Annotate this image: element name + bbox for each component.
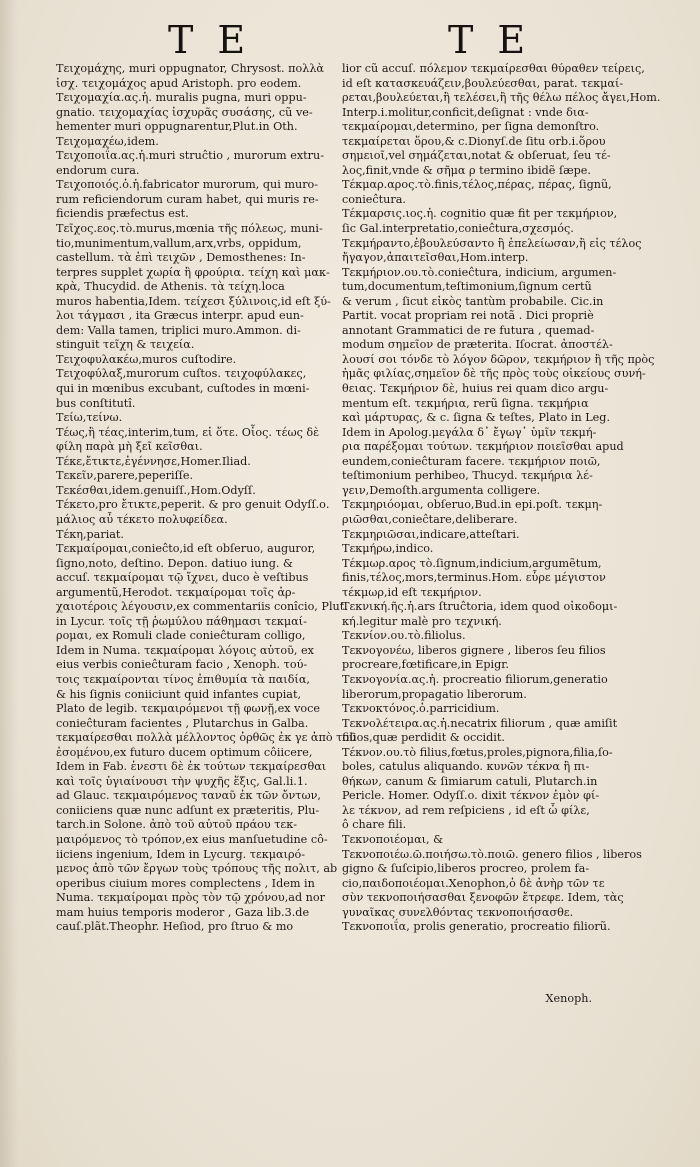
text-line: σημειοῖ,vel σημάζεται,notat & obſeruat, ſeu τέ- xyxy=(342,149,611,163)
text-line: gnatio. τειχομαχίας ἰσχυρᾶς συσάσης, cũ ve- xyxy=(56,105,313,119)
text-line: boles, catulus aliquando. κυνῶν τέκνα ἢ πι- xyxy=(342,760,590,774)
text-line: Τειχοφυλακέω,muros cuſtodire. xyxy=(56,352,237,366)
text-line: lior cũ accuſ. πόλεμον τεκμαίρεσθαι θύραθεν τείρεις, xyxy=(342,62,645,75)
text-line: μενος ἀπὸ τῶν ἔργων τοὺς τρόπους τῆς πολιτ, ab xyxy=(56,862,338,876)
text-line: Τέκμωρ.αρος τὸ.ſignum,indicium,argumẽtum, xyxy=(342,556,602,570)
text-line: conieĉturam facientes , Plutarchus in Galba. xyxy=(56,716,309,730)
text-line: Τεῖχος.εος.τὸ.murus,mœnia τῆς πόλεως, muni- xyxy=(56,222,323,236)
text-line: Τέκετο,pro ἔτικτε,peperit. & pro genuit Odyſſ.ο. xyxy=(56,498,330,512)
text-line: qui in mœnibus excubant, cuſtodes in mœni- xyxy=(56,382,310,396)
page-gutter-shadow xyxy=(0,0,18,1167)
text-line: Τεκνογονέω, liberos gignere , liberos ſeu filios xyxy=(342,643,606,657)
text-line: γυναῖκας συνελθόντας τεκνοποιήσασθε. xyxy=(342,905,574,919)
text-line: τέκμωρ,id eſt τεκμήριον. xyxy=(342,585,482,599)
text-line: castellum. τὰ ἐπὶ τειχῶν , Demosthenes: In- xyxy=(56,251,306,265)
text-line: Pericle. Homer. Odyſſ.o. dixit τέκνον ἐμὸν φί- xyxy=(342,789,600,803)
text-line: Partit. vocat propriam rei notã . Dici propriè xyxy=(342,309,594,323)
text-line: Interp.i.molitur,conficit,deſignat : vnde δια- xyxy=(342,105,589,119)
text-line: annotant Grammatici de re futura , quemad- xyxy=(342,323,595,337)
text-line: ἰσχ. τειχομάχος apud Aristoph. pro eodem. xyxy=(56,76,302,90)
text-line: λος,finit,vnde & σῆμα ρ termino ibidẽ ſæpe. xyxy=(342,163,591,177)
catchword: Xenoph. xyxy=(545,992,592,1005)
text-line: Τειχομαχία.ας.ἡ. muralis pugna, muri oppu- xyxy=(56,91,307,105)
text-line: θειας. Τεκμήριον δὲ, huius rei quam dico argu- xyxy=(342,382,609,396)
text-line: accuſ. τεκμαίρομαι τῷ ἴχνει, duco è veſtibus xyxy=(56,571,309,585)
text-line: ἡμᾶς φιλίας,σημεῖον δὲ τῆς πρὸς τοὺς οἰκείους συνή- xyxy=(342,367,646,381)
text-line: τεκμαίρεται ὅρου,& c.Dionyſ.de ſitu orb.i.ὅρου xyxy=(342,134,606,148)
text-line: ρομαι, ex Romuli clade conieĉturam colligo, xyxy=(56,629,306,643)
text-line: operibus ciuium mores complectens , Idem in xyxy=(56,876,315,890)
text-line: gigno & ſuſcipio,liberos procreo, prolem fa- xyxy=(342,862,590,876)
text-line: Τεκνοποιέομαι, & xyxy=(342,832,444,846)
text-line: tio,munimentum,vallum,arx,vrbs, oppidum, xyxy=(56,236,302,250)
text-line: Τεκνοποιΐα, prolis generatio, procreatio filiorũ. xyxy=(342,920,611,934)
text-line: Τεκμηριῶσαι,indicare,atteſtari. xyxy=(342,527,520,541)
text-line: argumentũ,Herodot. τεκμαίρομαι τοῖς ἀρ- xyxy=(56,585,296,599)
text-line: Τεκνοκτόνος.ὁ.parricidium. xyxy=(342,702,500,716)
text-line: μαιρόμενος τὸ τρόπον,ex eius manſuetudine cô- xyxy=(56,832,328,846)
text-line: Τεκνική.ῆς.ἡ.ars ſtruĉtoria, idem quod οἰκοδομι- xyxy=(342,600,618,614)
text-line: Τεκεῖν,parere,peperiſſe. xyxy=(56,469,194,483)
text-line: Τειχομαχέω,idem. xyxy=(56,134,159,148)
text-line: Τεκέσθαι,idem.genuiſſ.,Hom.Odyſſ. xyxy=(56,483,256,497)
right-column xyxy=(342,62,661,935)
text-line: Τέκνον.ου.τὸ filius,fœtus,proles,pignora,filia,ſo- xyxy=(342,745,613,759)
text-line: Idem in Fab. ἐνεστι δὲ ἐκ τούτων τεκμαίρεσθαι xyxy=(56,760,327,774)
text-line: κρὰ, Thucydid. de Athenis. τὰ τείχη.loca xyxy=(56,280,285,294)
text-line: conieĉtura. xyxy=(342,192,406,206)
text-line: Τεκνολέτειρα.ας.ἡ.necatrix filiorum , quæ amiſit xyxy=(342,716,618,730)
text-line: Τέκη,pariat. xyxy=(56,527,124,541)
text-line: cauſ.plãt.Theophr. Heſiod, pro ſtruo & mo xyxy=(56,920,294,934)
text-line: Τεκμήριον.ου.τὸ.conieĉtura, indicium, argumen- xyxy=(342,265,617,279)
text-line: tum,documentum,teſtimonium,ſignum certũ xyxy=(342,280,592,294)
text-line: stinguit τεῖχη & τειχεία. xyxy=(56,338,195,352)
text-line: muros habentia,Idem. τείχεσι ξύλινοις,id eſt ξύ- xyxy=(56,294,331,308)
text-line: καὶ τοῖς ὑγιαίνουσι τὴν ψυχῆς ἕξις, Gal.li.1. xyxy=(56,774,308,788)
text-line: & verum , ſicut εἰκὸς tantùm probabile. Cic.in xyxy=(342,294,604,308)
running-head-left: T E xyxy=(168,18,252,62)
text-line: κή.legitur malè pro τεχνική. xyxy=(342,614,502,628)
text-line: ρεται,βουλεύεται,ἢ τελέσει,ἢ τῆς θέλω πέλος ἄγει,Hom. xyxy=(342,91,661,105)
text-line: Τέως,ἢ τέας,interim,tum, εἰ ὅτε. Οἷος. τέως δὲ xyxy=(56,425,320,439)
text-line: λουσί σοι τόνδε τὸ λόγον δῶρον, τεκμήριον ἢ τῆς πρὸς xyxy=(342,352,655,366)
text-line: procreare,fœtificare,in Epigr. xyxy=(342,658,509,672)
text-line: id eſt κατασκευάζειν,βουλεύεσθαι, parat. τεκμαί- xyxy=(342,76,624,90)
text-line: ficiendis præfectus est. xyxy=(56,207,189,221)
text-line: Τεκνογονία.ας.ἡ. procreatio filiorum,generatio xyxy=(342,672,608,686)
text-line: Τεκνίον.ου.τὸ.filiolus. xyxy=(342,629,466,643)
text-line: bus conſtitutî. xyxy=(56,396,136,410)
text-line: coniiciens quæ nunc adſunt ex præteritis, Plu- xyxy=(56,803,320,817)
text-line: in Lycur. τοῖς τῇ ῥωμύλου πάθημασι τεκμαί- xyxy=(56,614,307,628)
text-line: eundem,conieĉturam facere. τεκμήριον ποιῶ, xyxy=(342,454,601,468)
text-line: cio,παιδοποιέομαι.Xenophon,ὁ δὲ ἀνὴρ τῶν τε xyxy=(342,876,605,890)
text-line: eius verbis conieĉturam facio , Xenoph. τού- xyxy=(56,658,308,672)
text-line: φίλη παρὰ μὴ ξεῖ κεῖσθαι. xyxy=(56,440,203,454)
text-line: Τέκμαρσις.ιος.ἡ. cognitio quæ fit per τεκμήριον, xyxy=(342,207,618,221)
text-line: endorum cura. xyxy=(56,163,140,177)
text-line: & his ſignis coniiciunt quid infantes cupiat, xyxy=(56,687,302,701)
text-line: ad Glauc. τεκμαιρόμενος ταναῦ ἐκ τῶν ὄντων, xyxy=(56,789,321,803)
left-column xyxy=(56,62,356,935)
text-line: χαιοτέροις λέγουσιν,ex commentariis conîcio, Plut. xyxy=(56,600,348,614)
text-line: Τεκνοποιέω.ῶ.ποιήσω.τὸ.ποιῶ. genero filios , liberos xyxy=(342,847,642,861)
text-line: Τεκμαίρομαι,conieĉto,id eſt obſeruo, auguror, xyxy=(56,542,316,556)
text-line: iiciens ingenium, Idem in Lycurg. τεκμαιρό- xyxy=(56,847,306,861)
text-line: σὺν τεκνοποιήσασθαι ξενοφῶν ἔτρεφε. Idem, τὰς xyxy=(342,891,624,905)
text-line: λοι τάγμασι , ita Græcus interpr. apud eun- xyxy=(56,309,304,323)
text-line: ſigno,noto, deſtino. Depon. datiuo iung. & xyxy=(56,556,293,570)
text-line: terpres supplet χωρία ἢ φρούρια. τείχη καὶ μακ- xyxy=(56,265,330,279)
text-line: Idem in Apolog.μεγάλα δ᾽ ἔγωγ᾽ ὑμῖν τεκμή- xyxy=(342,425,597,439)
running-head-right: T E xyxy=(448,18,532,62)
text-line: Τειχοποιΐα.ας.ἡ.muri struĉtio , murorum extru- xyxy=(56,149,324,163)
text-line: Τειχομάχης, muri oppugnator, Chrysost. πολλὰ xyxy=(56,62,324,75)
text-line: teſtimonium perhibeo, Thucyd. τεκμήρια λέ- xyxy=(342,469,593,483)
text-line: Τεκμηριόομαι, obſeruo,Bud.in epi.poſt. τεκμη- xyxy=(342,498,603,512)
text-line: mentum eſt. τεκμήρια, rerũ ſigna. τεκμήρια xyxy=(342,396,589,410)
text-line: μάλιος αὖ τέκετο πολυφείδεα. xyxy=(56,512,228,526)
text-line: Numa. τεκμαίρομαι πρὸς τὸν τῷ χρόνου,ad nor xyxy=(56,891,325,905)
text-line: θήκων, canum & ſimiarum catuli, Plutarch.in xyxy=(342,774,598,788)
text-line: mam huius temporis moderor , Gaza lib.3.de xyxy=(56,905,310,919)
text-line: Τέκε,ἔτικτε,ἐγέννησε,Homer.Iliad. xyxy=(56,454,251,468)
text-line: Τεκμήραντο,ἐβουλεύσαντο ἢ ἐπελείωσαν,ἢ εἰς τέλος xyxy=(342,236,642,250)
text-line: ô chare fili. xyxy=(342,818,407,832)
text-line: liberorum,propagatio liberorum. xyxy=(342,687,527,701)
text-line: Τέκμαρ.αρος.τὸ.finis,τέλος,πέρας, πέρας, ſignũ, xyxy=(342,178,612,192)
text-line: καὶ μάρτυρας, & c. ſigna & teſtes, Plato in Leg. xyxy=(342,411,611,425)
text-line: tarch.in Solone. ἀπὸ τοῦ αὐτοῦ πράου τεκ- xyxy=(56,818,297,832)
text-line: dem: Valla tamen, triplici muro.Ammon. di- xyxy=(56,323,301,337)
text-line: τεκμαίρεσθαι πολλὰ μέλλοντος ὀρθῶς ἐκ γε ἀπὸ τοῦ xyxy=(56,731,356,745)
text-line: Τείω,τείνω. xyxy=(56,411,123,425)
text-line: γειν,Demoſth.argumenta colligere. xyxy=(342,483,541,497)
text-line: Plato de legib. τεκμαιρόμενοι τῇ φωνῇ,ex voce xyxy=(56,702,321,716)
text-line: Idem in Numa. τεκμαίρομαι λόγοις αὐτοῦ, ex xyxy=(56,643,314,657)
text-line: Τειχοφύλαξ,murorum cuſtos. τειχοφύλακες, xyxy=(56,367,307,381)
text-line: τοις τεκμαίρονται τίνος ἐπιθυμία τὰ παιδία, xyxy=(56,672,310,686)
text-line: ἤγαγον,ἀπαιτεῖσθαι,Hom.interp. xyxy=(342,251,529,265)
text-line: finis,τέλος,mors,terminus.Hom. εὗρε μέγιστον xyxy=(342,571,606,585)
text-line: τεκμαίρομαι,determino, per ſigna demonſtro. xyxy=(342,120,600,134)
text-line: Τεκμήρω,indico. xyxy=(342,542,434,556)
text-line: rum reficiendorum curam habet, qui muris re- xyxy=(56,192,319,206)
text-line: Τειχοποιός.ὁ.ἡ.fabricator murorum, qui muro- xyxy=(56,178,319,192)
text-line: λε τέκνον, ad rem reſpiciens , id eſt ὦ φίλε, xyxy=(342,803,590,817)
text-line: ſic Gal.interpretatio,conieĉtura,σχεσμός. xyxy=(342,222,574,236)
text-line: modum σημεῖον de præterita. Iſocrat. ἀποστέλ- xyxy=(342,338,613,352)
text-line: ριῶσθαι,conieĉtare,deliberare. xyxy=(342,512,518,526)
text-line: hementer muri oppugnarentur,Plut.in Oth. xyxy=(56,120,298,134)
text-line: ρια παρέξομαι τούτων. τεκμήριον ποιεῖσθαι apud xyxy=(342,440,624,454)
text-line: ἐσομένου,ex futuro ducem optimum côiicere, xyxy=(56,745,313,759)
text-line: filios,quæ perdidit & occidit. xyxy=(342,731,505,745)
